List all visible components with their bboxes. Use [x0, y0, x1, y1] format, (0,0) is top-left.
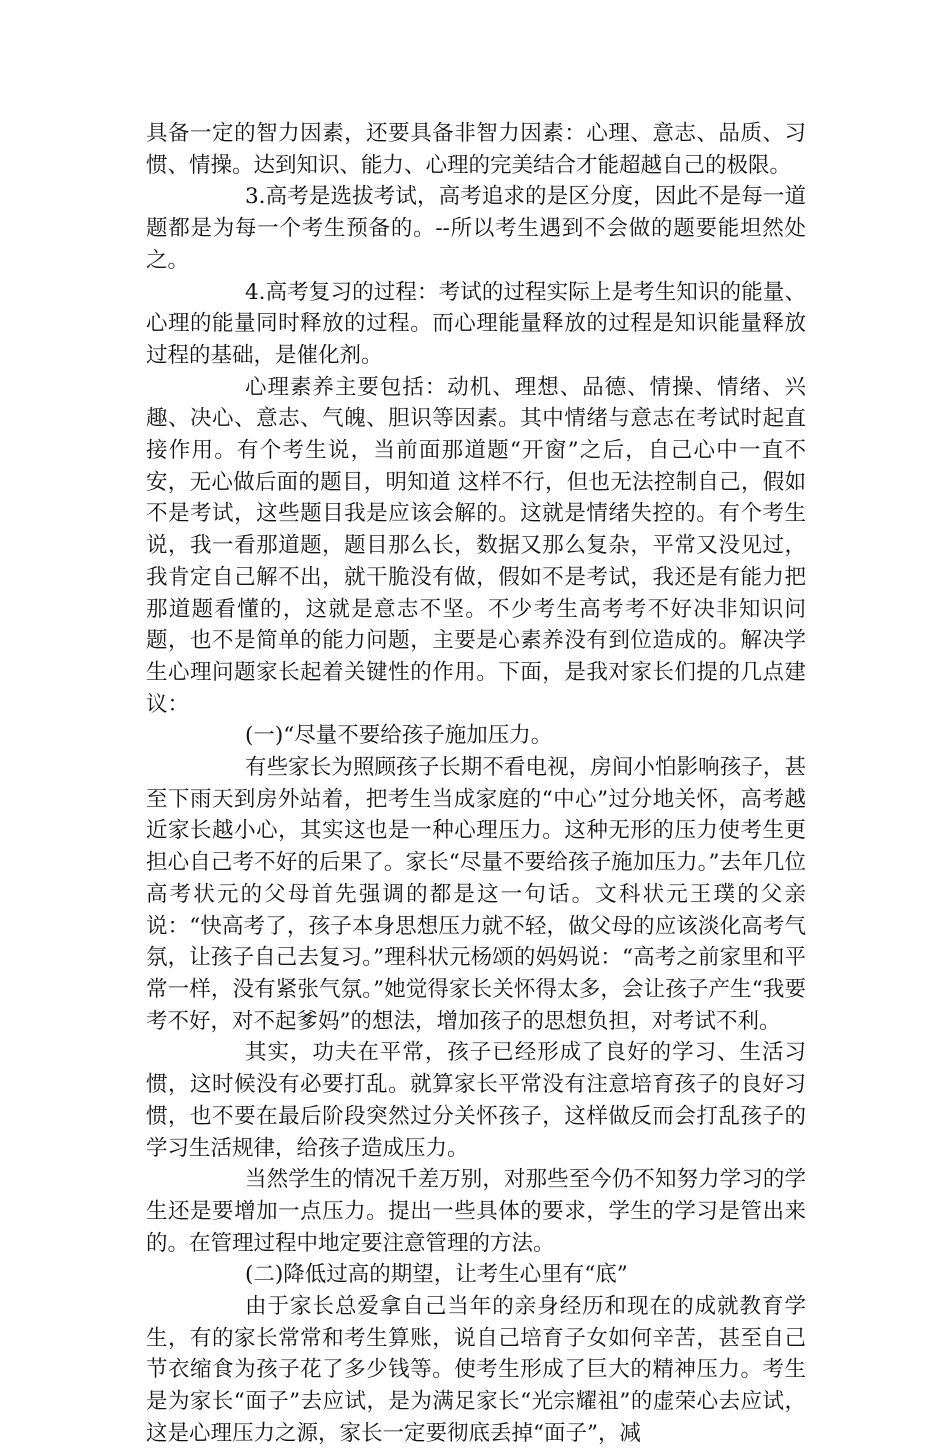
- paragraph-point-3: 3.高考是选拔考试，高考追求的是区分度，因此不是每一道题都是为每一个考生预备的。--所以考生遇到不会做的题要能坦然处之。: [146, 184, 806, 273]
- paragraph-pressure: 当然学生的情况千差万别，对那些至今仍不知努力学习的学生还是要增加一点压力。提出一些具体的要求，学生的学习是管出来的。在管理过程中地定要注意管理的方法。: [146, 1167, 806, 1256]
- paragraph-point-4: 4.高考复习的过程：考试的过程实际上是考生知识的能量、心理的能量同时释放的过程。而心理能量释放的过程是知识能量释放过程的基础，是催化剂。: [146, 279, 806, 368]
- section-heading-2: (二)降低过高的期望，让考生心里有“底”: [245, 1262, 628, 1288]
- paragraph-habits: 其实，功夫在平常，孩子已经形成了良好的学习、生活习惯，这时候没有必要打乱。就算家长平常没有注意培育孩子的良好习惯，也不要在最后阶段突然过分关怀孩子，这样做反而会打乱孩子的学习生活规律，给孩子造成压力。: [146, 1040, 806, 1161]
- paragraph-psych-qualities: 心理素养主要包括：动机、理想、品德、情操、情绪、兴趣、决心、意志、气魄、胆识等因素。其中情绪与意志在考试时起直接作用。有个考生说，当前面那道题“开窗”之后，自己心中一直不安，无心做后面的题目，明知道 这样不行，但也无法控制自己，假如不是考试，这些题目我是应该会解的。这就是情绪失控的。有个考生说，我一看那道题，题目那么长，数据又那么复杂，平常又没见过，我肯定自己解不出，就干脆没有做，假如不是考试，我还是有能力把那道题看懂的，这就是意志不坚。不少考生高考考不好决非知识问题，也不是简单的能力问题，主要是心素养没有到位造成的。解决学生心理问题家长起着关键性的作用。下面，是我对家长们提的几点建议：: [146, 374, 806, 717]
- paragraph-intro: 具备一定的智力因素，还要具备非智力因素：心理、意志、品质、习惯、情操。达到知识、能力、心理的完美结合才能超越自己的极限。: [146, 121, 806, 178]
- paragraph-parent-care: 有些家长为照顾孩子长期不看电视，房间小怕影响孩子，甚至下雨天到房外站着，把考生当成家庭的“中心”过分地关怀，高考越近家长越小心，其实这也是一种心理压力。这种无形的压力使考生更担心自己考不好的后果了。家长“尽量不要给孩子施加压力。”去年几位高考状元的父母首先强调的都是这一句话。文科状元王璞的父亲说：“快高考了，孩子本身思想压力就不轻，做父母的应该淡化高考气氛，让孩子自己去复习。”理科状元杨颂的妈妈说：“高考之前家里和平常一样，没有紧张气氛。”她觉得家长关怀得太多，会让孩子产生“我要考不好，对不起爹妈”的想法，增加孩子的思想负担，对考试不利。: [146, 755, 806, 1034]
- document-page: [146, 118, 806, 1450]
- section-heading-1: (一)“尽量不要给孩子施加压力。: [245, 723, 553, 749]
- paragraph-expectations: 由于家长总爱拿自己当年的亲身经历和现在的成就教育学生，有的家长常常和考生算账，说自己培育子女如何辛苦，甚至自己节衣缩食为孩子花了多少钱等。使考生形成了巨大的精神压力。考生是为家长“面子”去应试，是为满足家长“光宗耀祖”的虚荣心去应试，这是心理压力之源，家长一定要彻底丢掉“面子”，减: [146, 1294, 806, 1446]
